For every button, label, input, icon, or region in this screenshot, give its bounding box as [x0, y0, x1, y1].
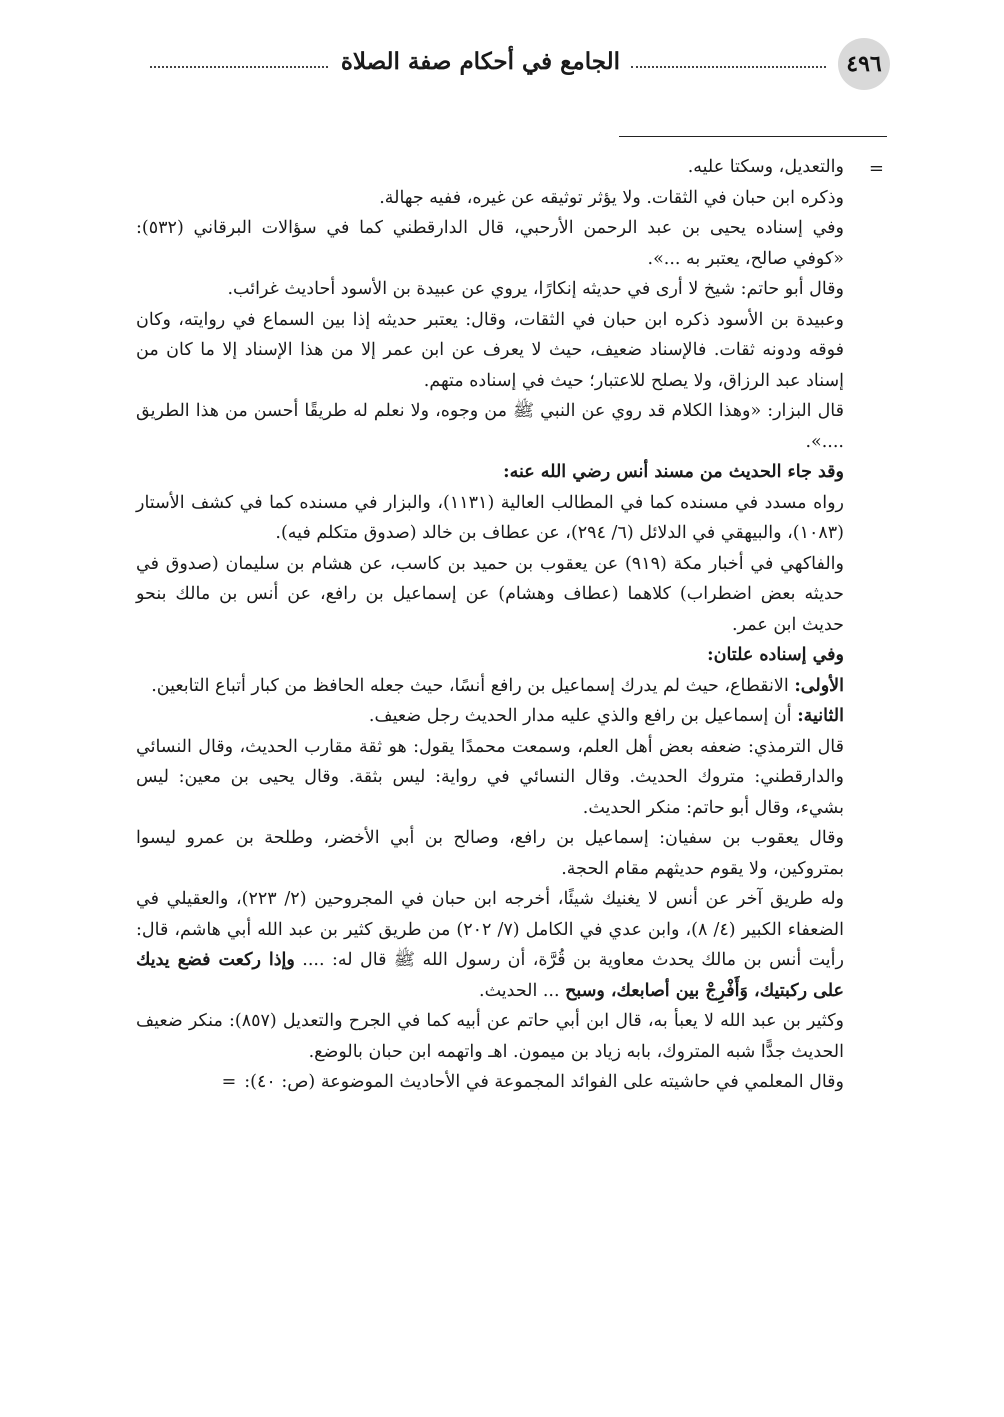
footnote-separator-rule: [619, 136, 887, 137]
paragraph: [136, 1067, 844, 1098]
paragraph-text: الانقطاع، حيث لم يدرك إسماعيل بن رافع أنسًا، حيث جعله الحافظ من كبار أتباع التابعين.: [151, 675, 795, 696]
page-header: [110, 38, 890, 108]
paragraph: وعبيدة بن الأسود ذكره ابن حبان في الثقات، وقال: يعتبر حديثه إذا بين السماع في روايته، وكان فوقه ودونه ثقات. فالإسناد ضعيف، حيث لا يعرف عن ابن عمر إلا من هذا الإسناد إلا ما كان من إسناد عبد الرزاق، ولا يصلح للاعتبار؛ حيث في إسناده متهم.: [136, 309, 844, 391]
paragraph: وقال يعقوب بن سفيان: إسماعيل بن رافع، وصالح بن أبي الأخضر، وطلحة بن عمرو ليسوا بمتروكين، ولا يقوم حديثهم مقام الحجة.: [136, 828, 844, 879]
paragraph: قال الترمذي: ضعفه بعض أهل العلم، وسمعت محمدًا يقول: هو ثقة مقارب الحديث، وقال النسائي والدارقطني: متروك الحديث. وقال النسائي في رواية: ليس بثقة. وقال يحيى بن معين: ليس بشيء، وقال أبو حاتم: منكر الحديث.: [136, 736, 844, 818]
paragraph: [136, 701, 844, 732]
footnote-body: [136, 152, 844, 1098]
header-dotted-leader-left: [150, 66, 328, 68]
hadith-quote: وإذا ركعت فضع يديك على ركبتيك، وَأَفْرِجْ بين أصابعك، وسبح: [136, 950, 844, 1001]
paragraph: [136, 671, 844, 702]
paragraph: والفاكهي في أخبار مكة (٩١٩) عن يعقوب بن حميد بن كاسب، عن هشام بن سليمان (صدوق في حديثه بعض اضطراب) كلاهما (عطاف وهشام) عن إسماعيل بن رافع، عن أنس بن مالك بنحو حديث ابن عمر.: [136, 553, 844, 635]
paragraph: وكثير بن عبد الله لا يعبأ به، قال ابن أبي حاتم عن أبيه كما في الجرح والتعديل (٨٥٧): منكر ضعيف الحديث جدًّا شبه المتروك، بابه زياد بن ميمون. اهـ واتهمه ابن حبان بالوضع.: [136, 1011, 844, 1062]
paragraph-lead: الأولى:: [794, 675, 844, 696]
section-heading: وقد جاء الحديث من مسند أنس رضي الله عنه:: [503, 462, 844, 482]
paragraph: والتعديل، وسكتا عليه.: [687, 157, 844, 177]
book-title: الجامع في أحكام صفة الصلاة: [340, 48, 620, 75]
continuation-mark: =: [868, 158, 884, 179]
paragraph: رواه مسدد في مسنده كما في المطالب العالية (١١٣١)، والبزار في مسنده كما في كشف الأستار (١٠٨٣)، والبيهقي في الدلائل (٦/ ٢٩٤)، عن عطاف بن خالد (صدوق متكلم فيه).: [136, 492, 844, 543]
paragraph: وفي إسناده يحيى بن عبد الرحمن الأرحبي، قال الدارقطني كما في سؤالات البرقاني (٥٣٢): «كوفي صالح، يعتبر به ...».: [136, 218, 844, 269]
paragraph-text: أن إسماعيل بن رافع والذي عليه مدار الحديث رجل ضعيف.: [368, 706, 798, 726]
paragraph-tail: ... الحديث.: [479, 980, 566, 1001]
page-number-badge: ٤٩٦: [838, 38, 890, 90]
paragraph: قال البزار: «وهذا الكلام قد روي عن النبي ﷺ من وجوه، ولا نعلم له طريقًا أحسن من هذا الطريق ....».: [136, 401, 844, 452]
paragraph-lead: الثانية:: [797, 706, 844, 726]
paragraph: [136, 884, 844, 1006]
paragraph-text: وله طريق آخر عن أنس لا يغنيك شيئًا، أخرجه ابن حبان في المجروحين (٢/ ٢٢٣)، والعقيلي في الضعفاء الكبير (٤/ ٨)، وابن عدي في الكامل (٧/ ٢٠٢) من طريق كثير بن عبد الله أبي هاشم، قال: رأيت أنس بن مالك يحدث معاوية بن قُرَّة، أن رسول الله ﷺ قال له: ....: [136, 889, 844, 970]
section-heading: وفي إسناده علتان:: [707, 645, 844, 665]
paragraph: وذكره ابن حبان في الثقات. ولا يؤثر توثيقه عن غيره، ففيه جهالة.: [379, 187, 844, 208]
continuation-end-mark: =: [221, 1072, 237, 1092]
header-dotted-leader-right: [631, 66, 826, 68]
paragraph-text: وقال المعلمي في حاشيته على الفوائد المجموعة في الأحاديث الموضوعة (ص: ٤٠):: [244, 1072, 844, 1092]
paragraph: وقال أبو حاتم: شيخ لا أرى في حديثه إنكارًا، يروي عن عبيدة بن الأسود أحاديث غرائب.: [227, 279, 844, 299]
